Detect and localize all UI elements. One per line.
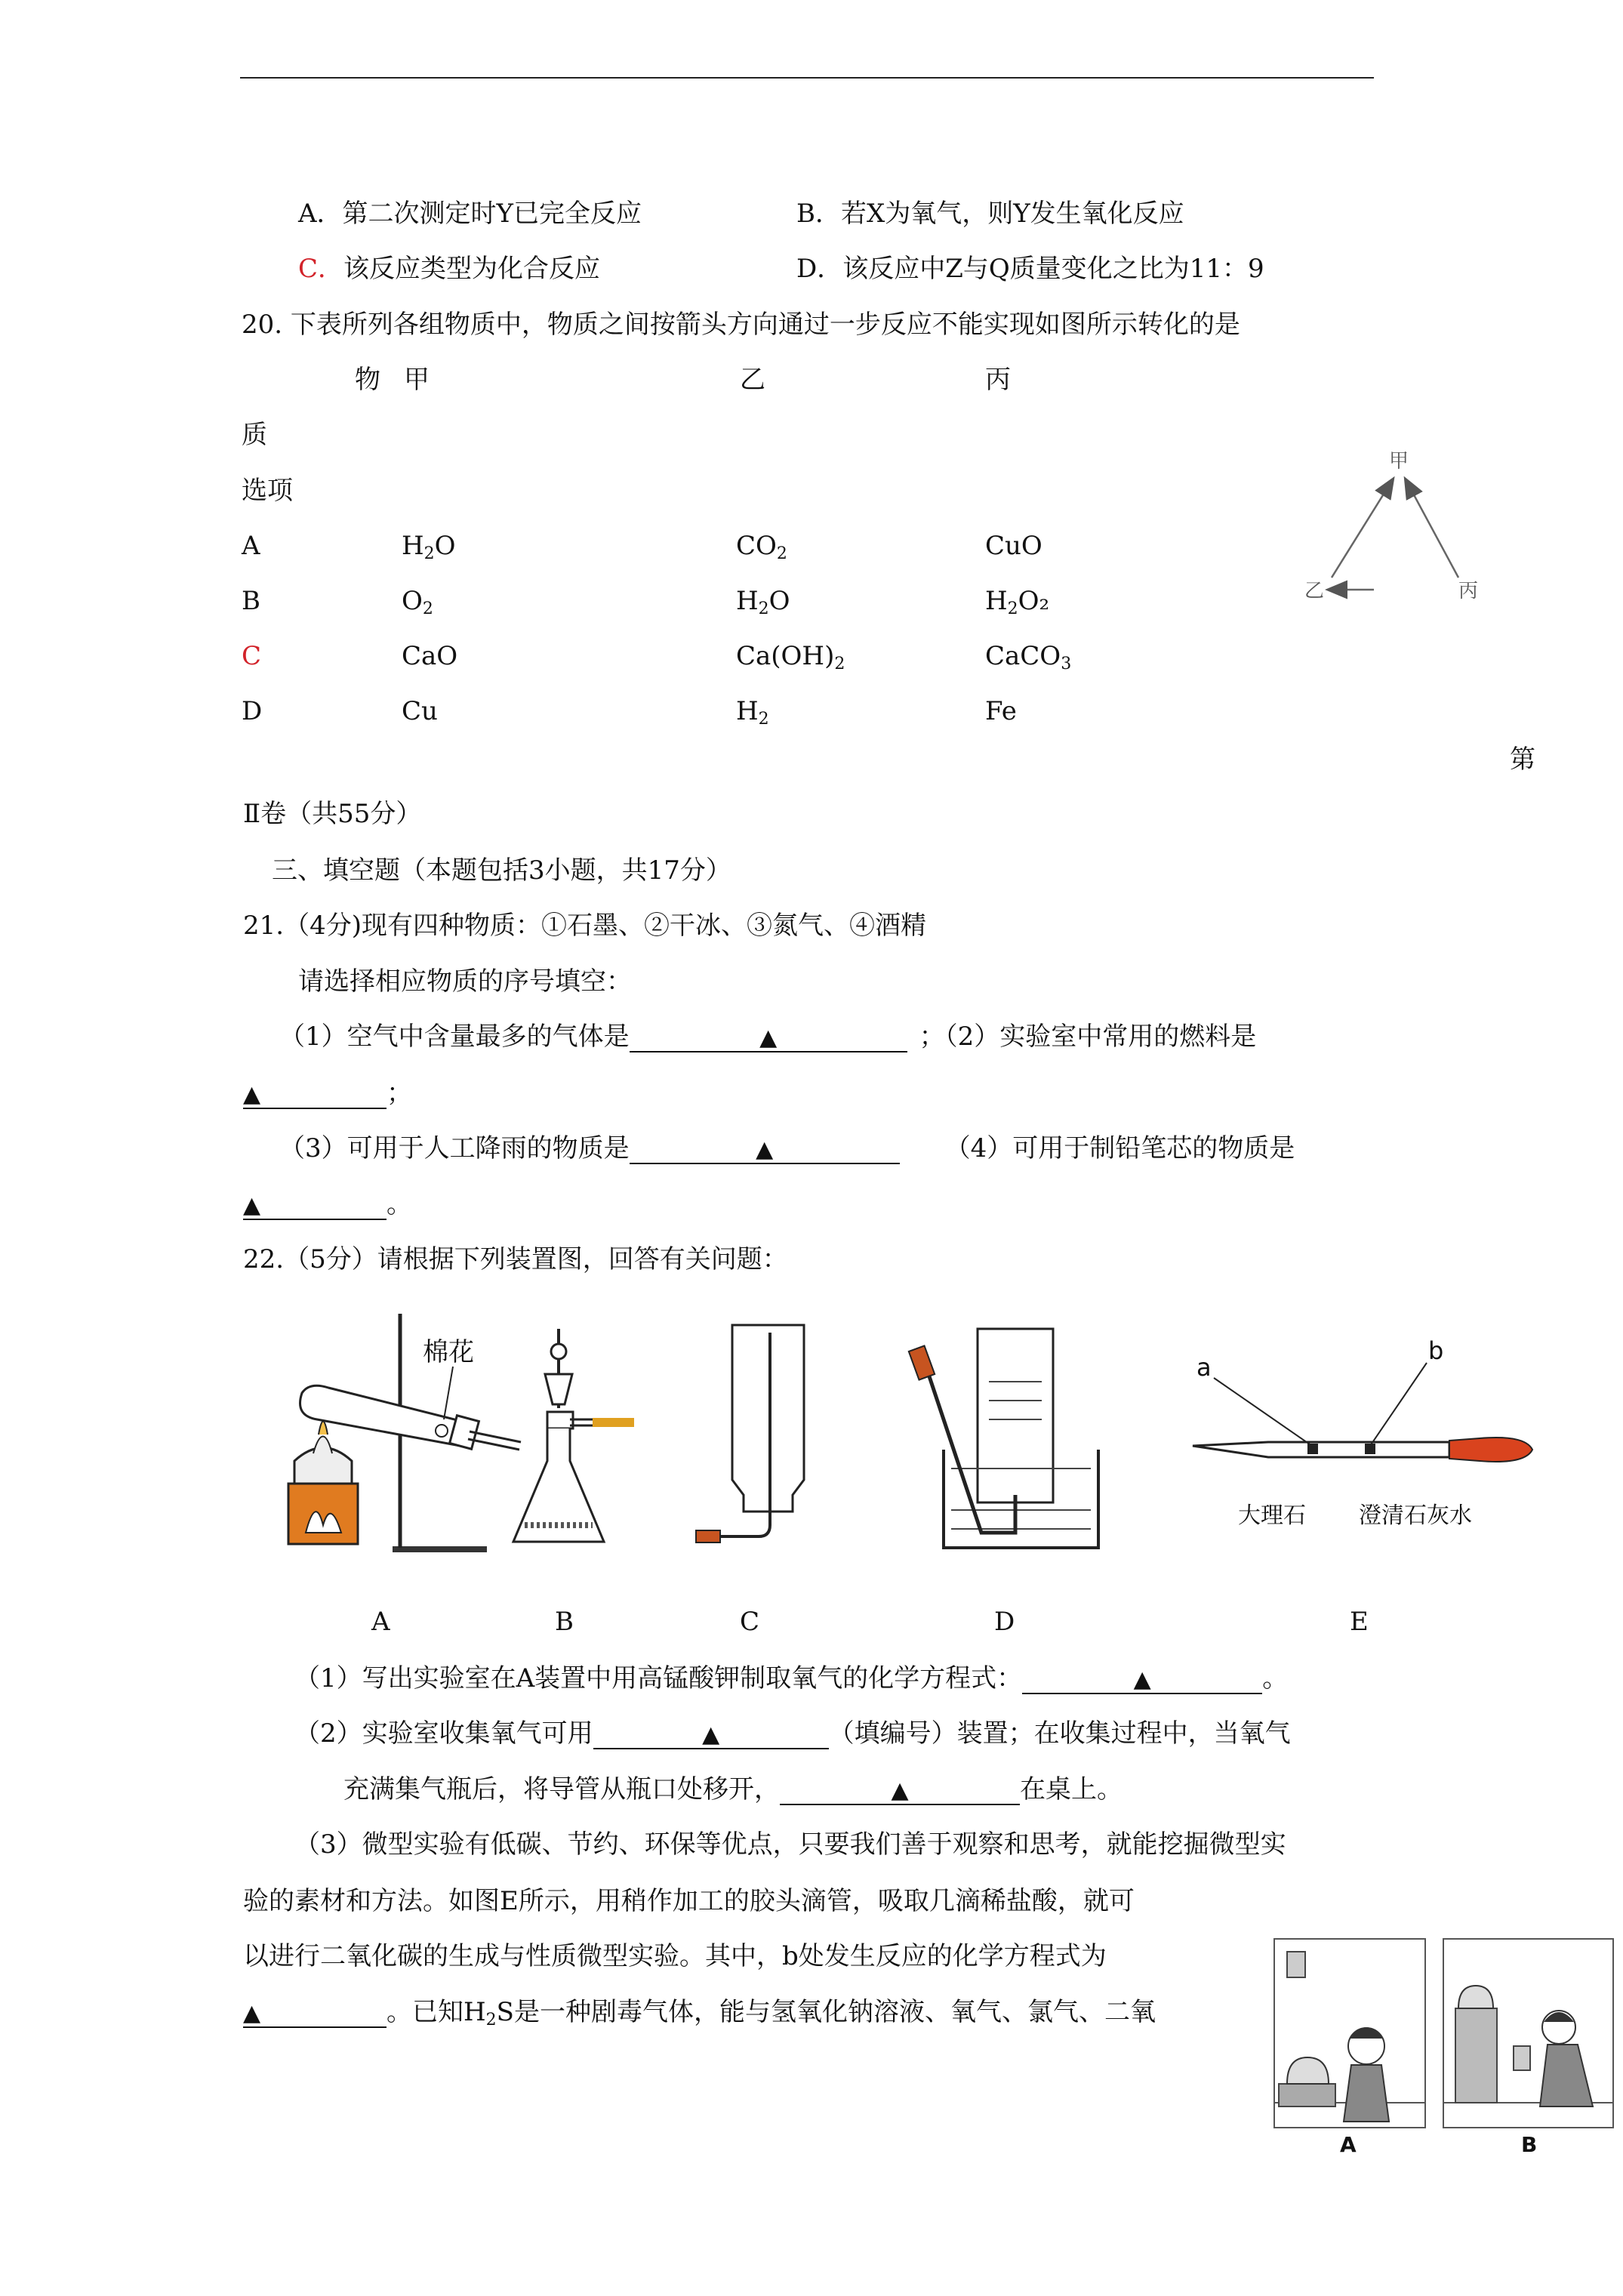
q20-row-yi: $Ca(OH)_2$ [736,641,845,673]
gas-bottle [732,1325,804,1512]
q20-row-yi: $H_2$ [736,696,769,729]
q20-row-jia: $H_2O$ [402,531,456,563]
apparatus-label-d: D [994,1607,1015,1637]
label-b: b [1428,1336,1444,1365]
q22-q3-line1: （3）微型实验有低碳、节约、环保等优点，只要我们善于观察和思考，就能挖掘微型实 [294,1829,1286,1860]
q21-line2: ▲ ； [243,1078,412,1108]
apparatus-d [909,1329,1098,1548]
q20-head-wu: 物 [355,365,380,395]
dropper-tube [1193,1442,1449,1457]
q20-row-yi: $H_2O$ [736,586,790,618]
collection-bottle [978,1329,1053,1502]
q20-head-zhi: 质 [242,420,267,450]
apparatus-label-b: B [555,1607,574,1637]
q20-head-bing: 丙 [985,365,1011,395]
q20-row-opt: B [242,586,260,616]
q20-row-bing: CaCO$_3$ [985,641,1072,673]
q20-row-bing: Fe [985,696,1017,726]
q19-option-b: B．若X为氧气，则Y发生氧化反应 [796,199,1184,229]
q19-option-a: A．第二次测定时Y已完全反应 [298,199,642,229]
apparatus-label-a: A [371,1607,390,1637]
apparatus-a [288,1314,521,1552]
apparatus-b [513,1329,634,1542]
q19-option-d: D．该反应中Z与Q质量变化之比为11：9 [796,254,1264,284]
q20-stem: 20. 下表所列各组物质中，物质之间按箭头方向通过一步反应不能实现如图所示转化的是 [242,310,1240,340]
diagram-label-bing: 丙 [1458,580,1479,603]
answer-blank[interactable]: ▲ [243,1080,387,1109]
panel-a-label: A [1340,2132,1357,2157]
answer-blank[interactable]: ▲ [780,1776,1020,1805]
q20-row-jia: CaO [402,641,458,671]
label-a: a [1196,1353,1212,1382]
header-rule [240,77,1374,79]
q21-stem: 21.（4分)现有四种物质：①石墨、②干冰、③氮气、④酒精 [243,911,926,941]
q20-row-yi: $CO_2$ [736,531,787,563]
alcohol-lamp-base [288,1484,358,1544]
q21-line4: ▲ 。 [243,1189,412,1219]
triangle-diagram [1298,442,1495,623]
q20-row-opt: C [242,641,262,671]
apparatus-e [1193,1336,1532,1529]
label-marble: 大理石 [1238,1502,1306,1529]
answer-blank[interactable]: ▲ [1022,1665,1262,1694]
q22-q3-line3: 以进行二氧化碳的生成与性质微型实验。其中，b处发生反应的化学方程式为 [243,1941,1107,1971]
q19-option-c [298,255,600,283]
panel-b-label: B [1521,2132,1538,2157]
q20-row-opt: D [242,696,263,726]
q20-head-yi: 乙 [740,365,765,395]
answer-blank[interactable]: ▲ [630,1135,900,1164]
apparatus-label-e: E [1350,1607,1369,1637]
q20-row-bing: CuO [985,531,1042,561]
answer-blank[interactable]: ▲ [630,1023,907,1052]
diagram-label-jia: 甲 [1389,450,1409,473]
q20-row-jia: $O_2$ [402,586,433,618]
q22-q1: （1）写出实验室在A装置中用高锰酸钾制取氧气的化学方程式： ▲ 。 [294,1663,1289,1693]
q22-q3-line2: 验的素材和方法。如图E所示，用稍作加工的胶头滴管，吸取几滴稀盐酸，就可 [243,1886,1135,1916]
arrow-yi-to-jia [1332,479,1393,578]
q19-option-c-text: 该反应类型为化合反应 [343,254,601,284]
q22-q2-line1: （2）实验室收集氧气可用 ▲ （填编号）装置；在收集过程中，当氧气 [294,1718,1291,1749]
q21-instruction: 请选择相应物质的序号填空： [298,966,632,997]
q22-q3-line4: ▲ 。已知$H_2S$是一种剧毒气体，能与氢氧化钠溶液、氧气、氯气、二氧 [243,1997,1156,2029]
stand-base [393,1546,487,1552]
apparatus-c [696,1325,804,1542]
q20-row-bing: $H_2O_2$ [985,586,1050,618]
q20-row-opt: A [242,531,260,561]
q22-q2-line2: 充满集气瓶后，将导管从瓶口处移开， ▲ 在桌上。 [343,1774,1123,1804]
arrow-bing-to-jia [1406,479,1458,578]
panel-b [1443,1939,1613,2157]
part2-title: Ⅱ卷（共55分） [243,799,422,829]
q19-option-c-letter: C． [298,254,344,284]
answer-blank[interactable]: ▲ [243,1191,387,1220]
q20-head-xuanxiang: 选项 [242,476,293,506]
q20-head-jia: 甲 [404,365,430,395]
q21-line3: （3）可用于人工降雨的物质是 ▲ （4）可用于制铅笔芯的物质是 [279,1133,1295,1163]
side-note: 第 [1510,744,1535,775]
panel-a [1274,1939,1425,2157]
answer-blank[interactable]: ▲ [243,1999,387,2028]
label-cotton: 棉花 [423,1337,474,1367]
q21-line1: （1）空气中含量最多的气体是 ▲ ；（2）实验室中常用的燃料是 [279,1022,1257,1052]
illustration-panels [1268,1933,1623,2159]
section3-title: 三、填空题（本题包括3小题，共17分） [272,855,731,886]
label-limewater: 澄清石灰水 [1359,1502,1472,1529]
dropper-bulb [1449,1438,1532,1462]
answer-blank[interactable]: ▲ [593,1720,829,1749]
q20-row-jia: Cu [402,696,438,726]
apparatus-figure [272,1306,1555,1555]
apparatus-label-c: C [740,1607,760,1637]
q22-stem: 22.（5分）请根据下列装置图，回答有关问题： [243,1244,788,1274]
diagram-label-yi: 乙 [1304,580,1325,603]
